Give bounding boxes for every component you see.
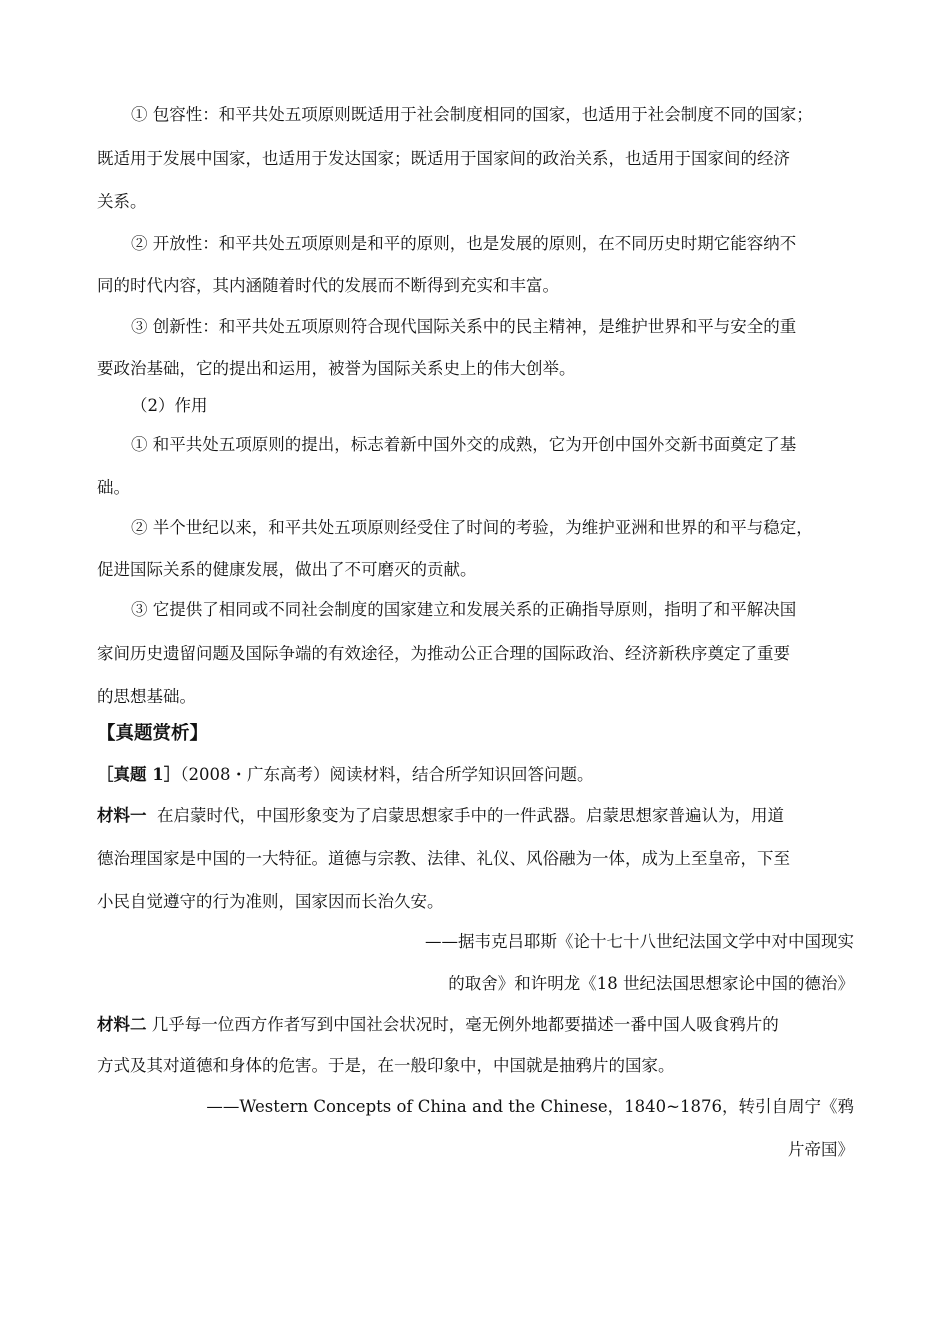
material-2-label: 材料二 xyxy=(97,1015,147,1034)
material-2-line-2: 方式及其对道德和身体的危害。于是，在一般印象中，中国就是抽鸦片的国家。 xyxy=(97,1056,675,1075)
material-2-source-line-1: ——Western Concepts of China and the Chinese，1840~1876，转引自周宁《鸦 xyxy=(206,1097,854,1116)
function-1-line-1: ① 和平共处五项原则的提出，标志着新中国外交的成熟，它为开创中国外交新书面奠定了基 xyxy=(131,435,797,454)
function-heading: （2）作用 xyxy=(131,396,208,415)
material-1-line-3: 小民自觉遵守的行为准则，国家因而长治久安。 xyxy=(97,892,444,911)
feature-2-line-2: 同的时代内容，其内涵随着时代的发展而不断得到充实和丰富。 xyxy=(97,276,559,295)
feature-3-line-1: ③ 创新性：和平共处五项原则符合现代国际关系中的民主精神，是维护世界和平与安全的重 xyxy=(131,317,797,336)
feature-3-line-2: 要政治基础，它的提出和运用，被誉为国际关系史上的伟大创举。 xyxy=(97,359,576,378)
material-1-label: 材料一 xyxy=(97,806,147,825)
function-2-line-2: 促进国际关系的健康发展，做出了不可磨灭的贡献。 xyxy=(97,560,477,579)
material-1-text: 在启蒙时代，中国形象变为了启蒙思想家手中的一件武器。启蒙思想家普遍认为，用道 xyxy=(157,806,784,825)
material-2-text: 几乎每一位西方作者写到中国社会状况时，毫无例外地都要描述一番中国人吸食鸦片的 xyxy=(151,1015,779,1034)
material-1-line-2: 德治理国家是中国的一大特征。道德与宗教、法律、礼仪、风俗融为一体，成为上至皇帝，下至 xyxy=(97,849,790,868)
feature-1-line-3: 关系。 xyxy=(97,192,147,211)
function-2-line-1: ② 半个世纪以来，和平共处五项原则经受住了时间的考验，为维护亚洲和世界的和平与稳定， xyxy=(131,518,813,537)
feature-1-line-1: ① 包容性：和平共处五项原则既适用于社会制度相同的国家，也适用于社会制度不同的国家； xyxy=(131,105,813,124)
material-2-source-line-2: 片帝国》 xyxy=(788,1140,854,1159)
question-1-text: （2008・广东高考）阅读材料，结合所学知识回答问题。 xyxy=(180,765,594,784)
function-3-line-3: 的思想基础。 xyxy=(97,687,196,706)
material-1-line-1 xyxy=(97,805,857,827)
feature-1-line-2: 既适用于发展中国家，也适用于发达国家；既适用于国家间的政治关系，也适用于国家间的经济 xyxy=(97,149,790,168)
function-3-line-1: ③ 它提供了相同或不同社会制度的国家建立和发展关系的正确指导原则，指明了和平解决国 xyxy=(131,600,797,619)
feature-2-line-1: ② 开放性：和平共处五项原则是和平的原则，也是发展的原则，在不同历史时期它能容纳不 xyxy=(131,234,797,253)
material-1-source-line-1: ——据韦克吕耶斯《论十七十八世纪法国文学中对中国现实 xyxy=(425,932,854,951)
function-1-line-2: 础。 xyxy=(97,478,130,497)
question-1-label: ［真题 1］ xyxy=(97,765,181,784)
material-1-source-line-2: 的取舍》和许明龙《18 世纪法国思想家论中国的德治》 xyxy=(448,974,854,993)
question-1-line xyxy=(97,764,857,786)
material-2-line-1 xyxy=(97,1014,857,1036)
section-title: 【真题赏析】 xyxy=(97,723,209,744)
function-3-line-2: 家间历史遗留问题及国际争端的有效途径，为推动公正合理的国际政治、经济新秩序奠定了重要 xyxy=(97,644,790,663)
